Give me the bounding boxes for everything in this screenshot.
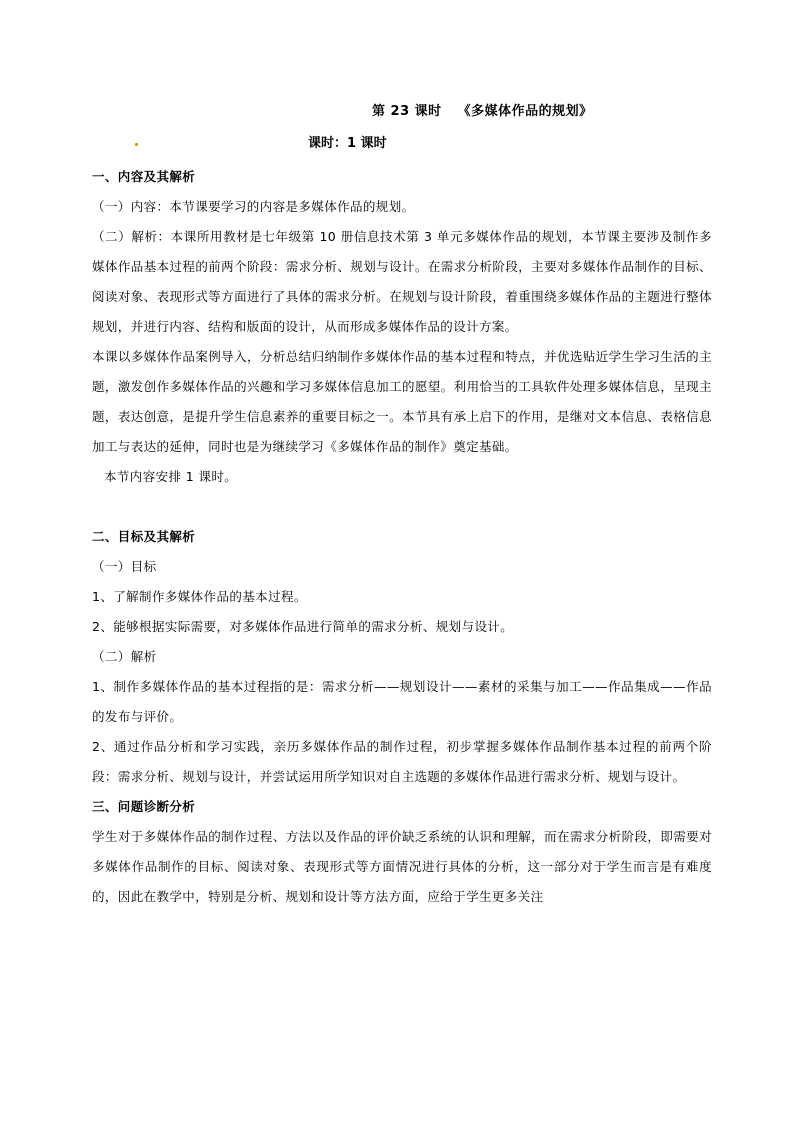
section-heading-diagnosis: 三、问题诊断分析 [92, 799, 196, 814]
content-schedule: 本节内容安排 1 课时。 [104, 469, 238, 484]
page-title [372, 100, 593, 119]
lesson-topic: 《多媒体作品的规划》 [457, 104, 593, 119]
section-heading-content: 一、内容及其解析 [92, 169, 196, 184]
content-analysis: （二）解析：本课所用教材是七年级第 10 册信息技术第 3 单元多媒体作品的规划，本节课主要涉及制作多媒体作品基本过程的前两个阶段：需求分析、规划与设计。在需求分析阶段，主要对多媒体作品制作的目标、阅读对象、表现形式等方面进行了具体的需求分析。在规划与设计阶段，着重围绕多媒体作品的主题进行整体规划，并进行内容、结构和版面的设计，从而形成多媒体作品的设计方案。 [92, 229, 712, 334]
lesson-number: 第 23 课时 [372, 104, 442, 119]
content-paragraph: 本课以多媒体作品案例导入，分析总结归纳制作多媒体作品的基本过程和特点，并优选贴近学生学习生活的主题，激发创作多媒体作品的兴趣和学习多媒体信息加工的愿望。利用恰当的工具软件处理多媒体信息，呈现主题，表达创意，是提升学生信息素养的重要目标之一。本节具有承上启下的作用，是继对文本信息、表格信息加工与表达的延伸，同时也是为继续学习《多媒体作品的制作》奠定基础。 [92, 349, 712, 454]
blank-line [92, 492, 712, 522]
goal-item: 2、能够根据实际需要，对多媒体作品进行简单的需求分析、规划与设计。 [92, 619, 514, 634]
content-statement: （一）内容：本节课要学习的内容是多媒体作品的规划。 [92, 199, 415, 214]
goal-item: 1、了解制作多媒体作品的基本过程。 [92, 589, 307, 604]
goals-subheading: （一）目标 [92, 559, 157, 574]
analysis-item: 2、通过作品分析和学习实践，亲历多媒体作品的制作过程，初步掌握多媒体作品制作基本过程的前两个阶段：需求分析、规划与设计，并尝试运用所学知识对自主选题的多媒体作品进行需求分析、规划与设计。 [92, 739, 712, 784]
section-heading-goals: 二、目标及其解析 [92, 529, 196, 544]
diagnosis-paragraph: 学生对于多媒体作品的制作过程、方法以及作品的评价缺乏系统的认识和理解，而在需求分析阶段，即需要对多媒体作品制作的目标、阅读对象、表现形式等方面情况进行具体的分析，这一部分对于学生而言是有难度的，因此在教学中，特别是分析、规划和设计等方法方面，应给于学生更多关注 [92, 829, 712, 904]
document-body [92, 162, 712, 912]
analysis-item: 1、制作多媒体作品的基本过程指的是：需求分析——规划设计——素材的采集与加工——作品集成——作品的发布与评价。 [92, 679, 712, 724]
lesson-duration: 课时：1 课时 [308, 136, 387, 151]
analysis-subheading: （二）解析 [92, 649, 157, 664]
stray-mark [135, 143, 138, 146]
